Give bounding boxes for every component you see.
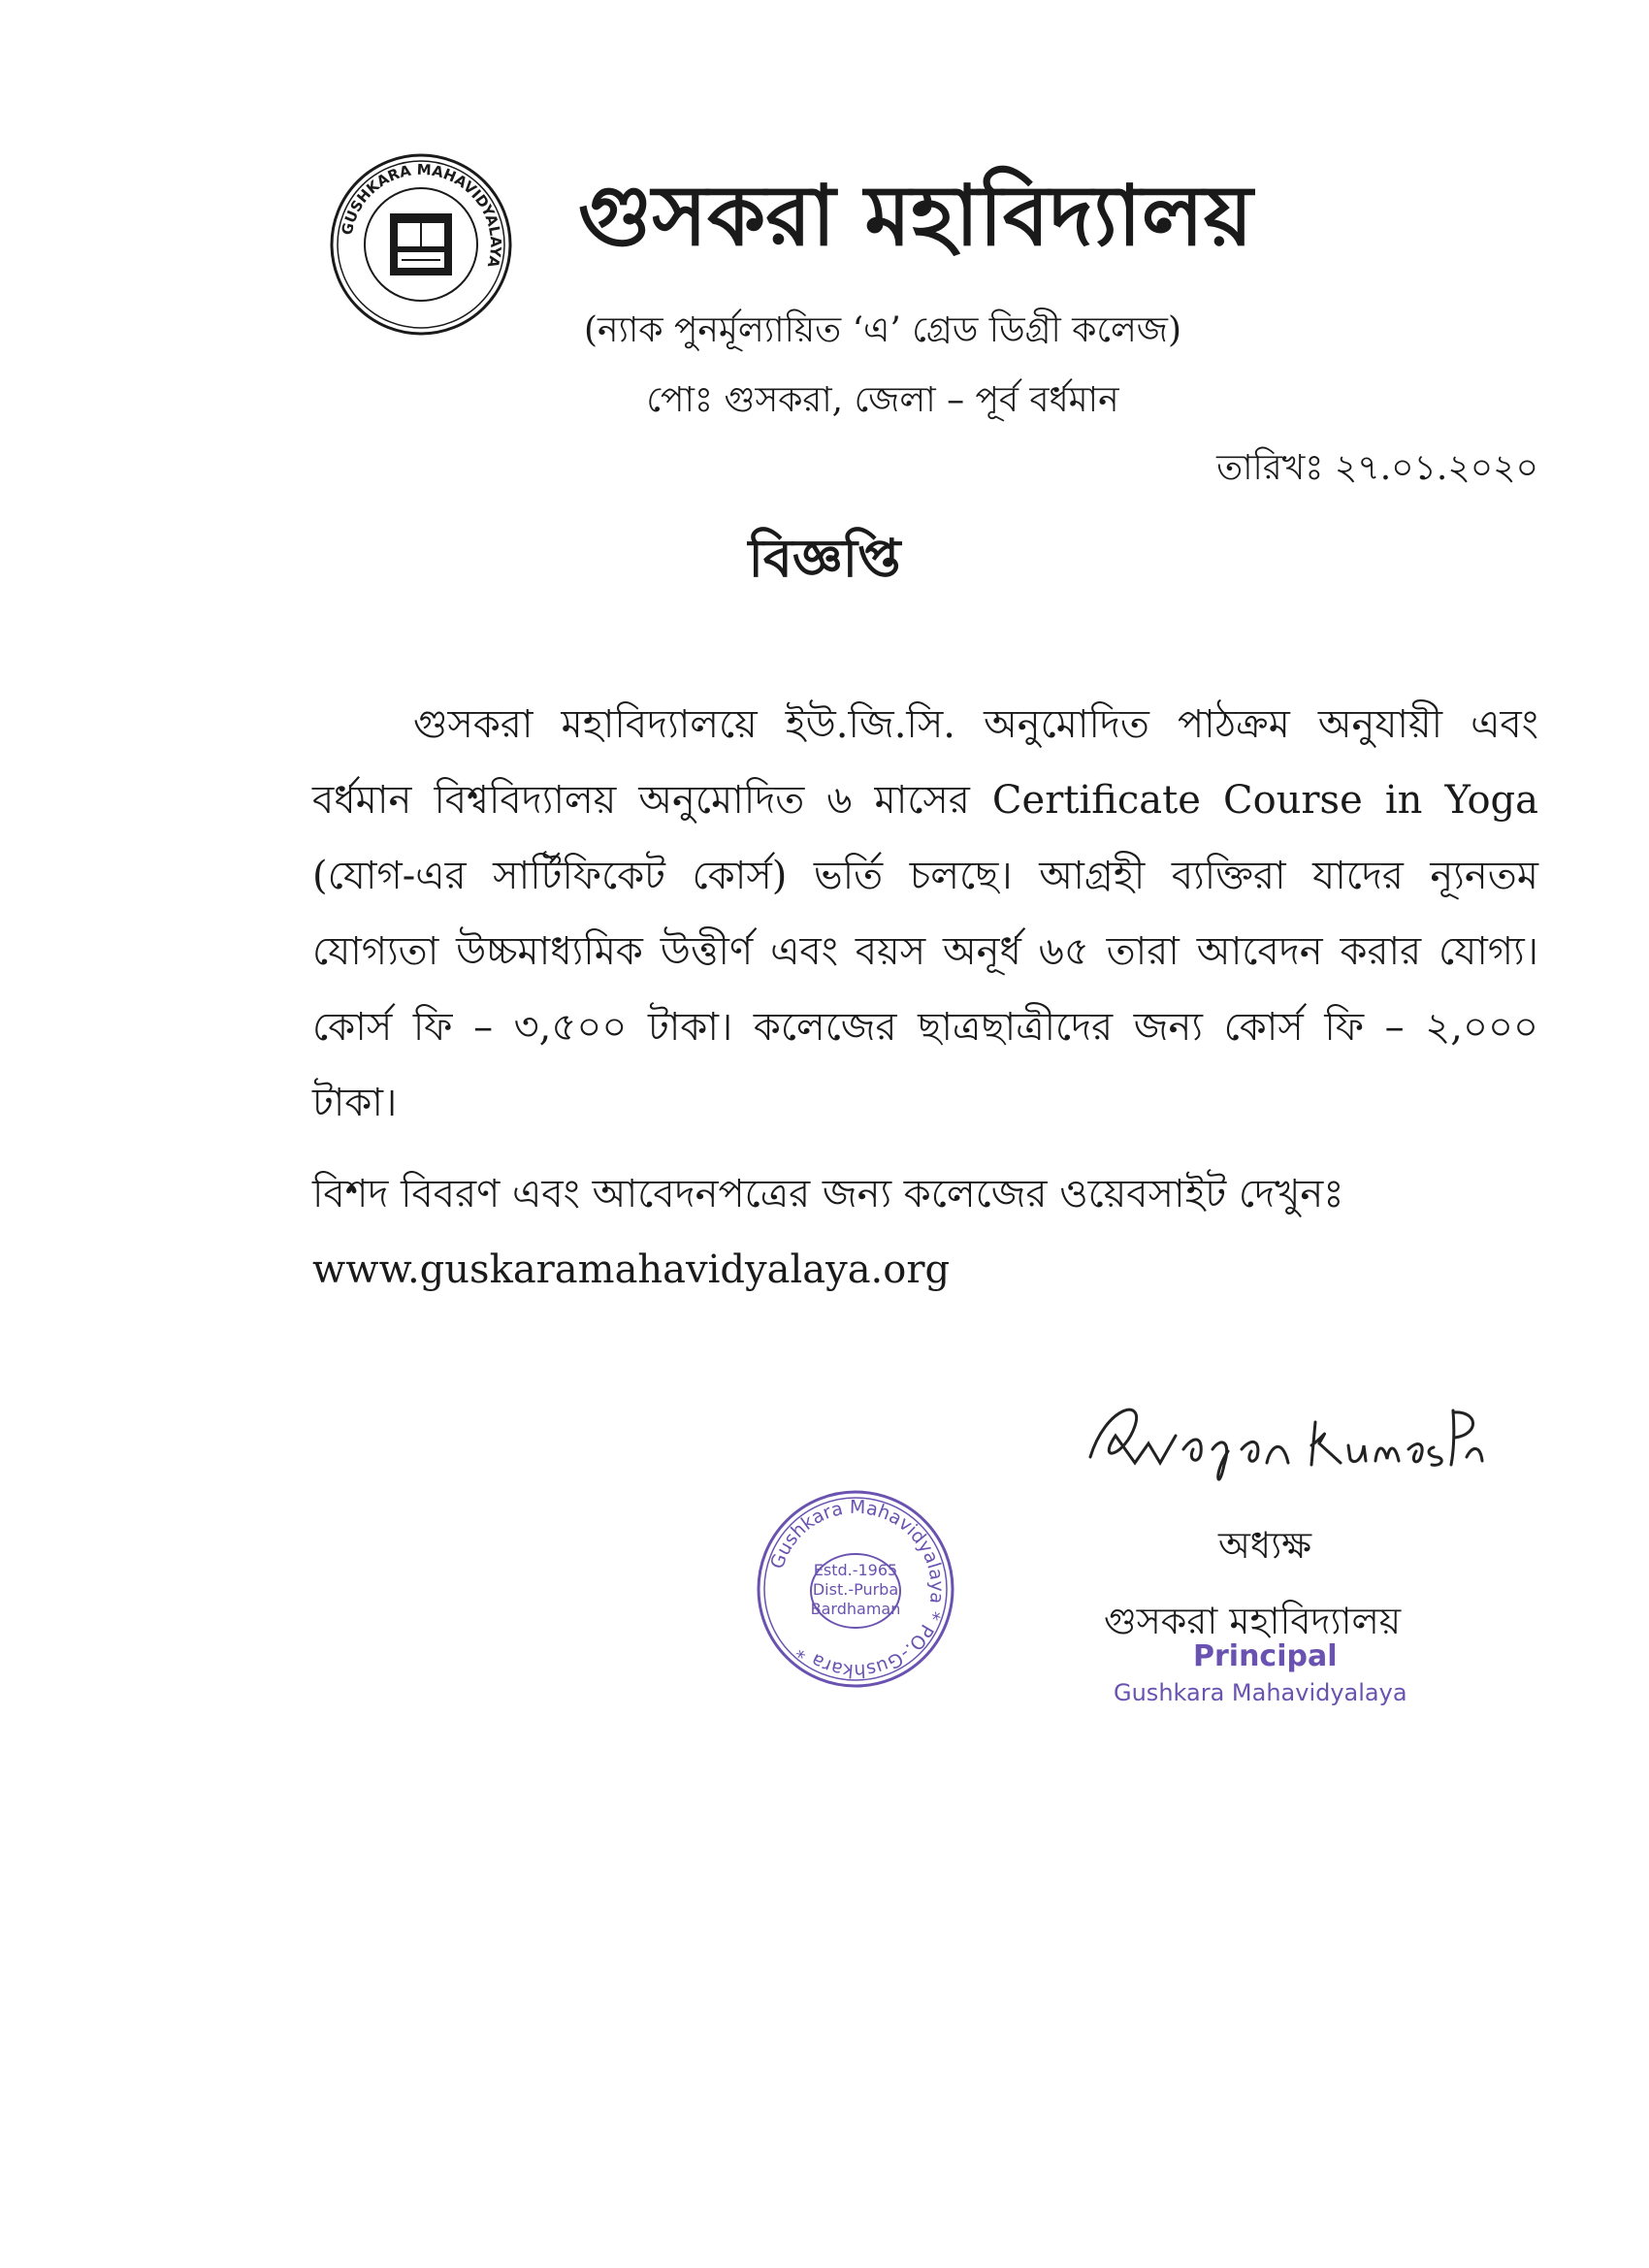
principal-stamp-college: Gushkara Mahavidyalaya	[1114, 1679, 1407, 1706]
svg-text:Bardhaman: Bardhaman	[810, 1600, 901, 1618]
website-link[interactable]: www.guskaramahavidyalaya.org	[312, 1247, 951, 1292]
principal-signature	[1067, 1368, 1484, 1494]
signatory-designation: অধ্যক্ষ	[1218, 1524, 1312, 1567]
college-name: গুসকরা মহাবিদ্যালয়	[578, 167, 1253, 265]
svg-text:GUSHKARA MAHAVIDYALAYA: GUSHKARA MAHAVIDYALAYA	[338, 160, 505, 270]
office-seal-icon	[755, 1488, 956, 1690]
signatory-college: গুসকরা মহাবিদ্যালয়	[1104, 1600, 1402, 1642]
svg-text:Estd.-1965: Estd.-1965	[813, 1561, 898, 1579]
principal-stamp-title: Principal	[1193, 1639, 1338, 1673]
svg-text:Dist.-Purba: Dist.-Purba	[812, 1580, 899, 1599]
svg-text:Gushkara Mahavidyalaya * PO.-G: Gushkara Mahavidyalaya * PO.-Gushkara *	[766, 1496, 949, 1682]
college-address: পোঃ গুসকরা, জেলা – পূর্ব বর্ধমান	[646, 380, 1119, 420]
college-subtitle: (ন্যাক পুনর্মূল্যায়িত ‘এ’ গ্রেড ডিগ্রী কলেজ)	[583, 310, 1182, 350]
website-prompt: বিশদ বিবরণ এবং আবেদনপত্রের জন্য কলেজের ওয়েবসাইট দেখুনঃ	[312, 1172, 1344, 1216]
website-block	[312, 1156, 1538, 1308]
notice-date: তারিখঃ ২৭.০১.২০২০	[1216, 448, 1538, 488]
notice-body: গুসকরা মহাবিদ্যালয়ে ইউ.জি.সি. অনুমোদিত পাঠক্রম অনুযায়ী এবং বর্ধমান বিশ্ববিদ্যালয় অনুমোদিত ৬ মাসের Certificate Course in Yoga (যোগ-এর সার্টিফিকেট কোর্স) ভর্তি চলছে। আগ্রহী ব্যক্তিরা যাদের ন্যূনতম যোগ্যতা উচ্চমাধ্যমিক উত্তীর্ণ এবং বয়স অনূর্ধ ৬৫ তারা আবেদন করার যোগ্য। কোর্স ফি – ৩,৫০০ টাকা। কলেজের ছাত্রছাত্রীদের জন্য কোর্স ফি – ২,০০০ টাকা।	[312, 702, 1538, 1125]
notice-heading: বিজ্ঞপ্তি	[748, 527, 901, 589]
